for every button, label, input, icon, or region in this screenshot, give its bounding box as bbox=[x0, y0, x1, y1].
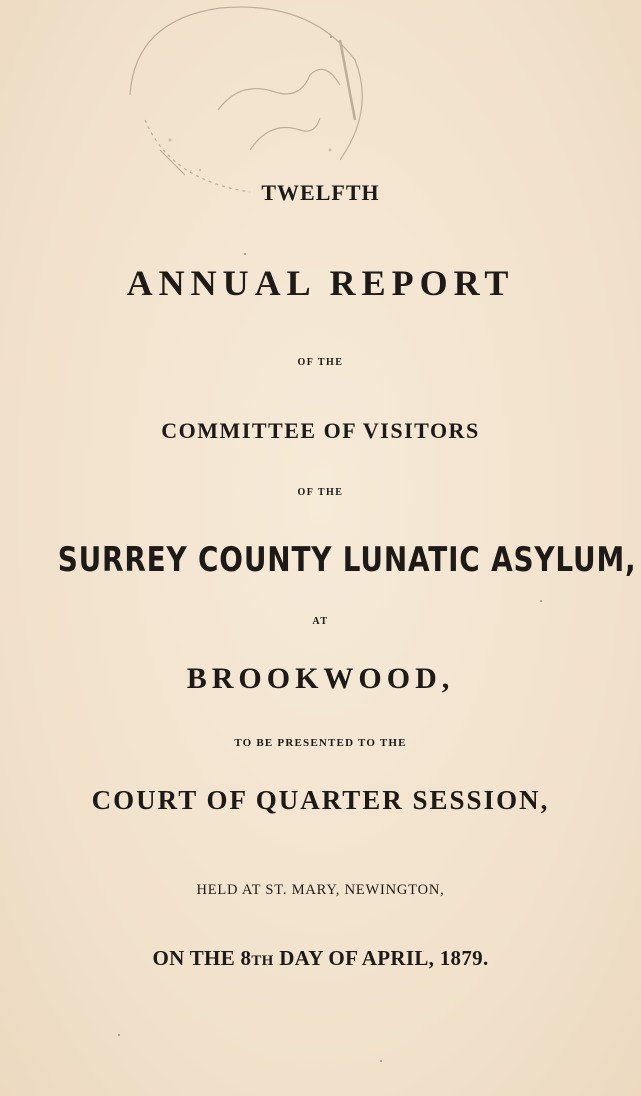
date-prefix: ON THE 8 bbox=[152, 946, 252, 970]
asylum-name: SURREY COUNTY LUNATIC ASYLUM, bbox=[57, 540, 637, 580]
committee-heading: COMMITTEE OF VISITORS bbox=[161, 418, 480, 443]
of-the-label-1: OF THE bbox=[297, 357, 344, 368]
paper-speck bbox=[244, 253, 246, 255]
paper-speck bbox=[330, 36, 332, 38]
report-ordinal: TWELFTH bbox=[261, 180, 380, 205]
court-heading: COURT OF QUARTER SESSION, bbox=[91, 785, 550, 815]
place-name: BROOKWOOD, bbox=[186, 662, 455, 695]
paper-speck bbox=[118, 1034, 120, 1036]
date-line bbox=[0, 946, 641, 971]
library-stamp-icon bbox=[100, 0, 390, 210]
date-suffix: TH bbox=[251, 953, 274, 969]
presented-label: TO BE PRESENTED TO THE bbox=[234, 737, 407, 749]
report-title: ANNUAL REPORT bbox=[126, 263, 515, 303]
held-location: HELD AT ST. MARY, NEWINGTON, bbox=[196, 882, 445, 898]
paper-speck bbox=[380, 1060, 382, 1062]
paper-speck bbox=[540, 600, 542, 602]
date-rest: DAY OF APRIL, 1879. bbox=[273, 946, 489, 970]
at-label: AT bbox=[312, 616, 329, 627]
of-the-label-2: OF THE bbox=[297, 487, 344, 498]
